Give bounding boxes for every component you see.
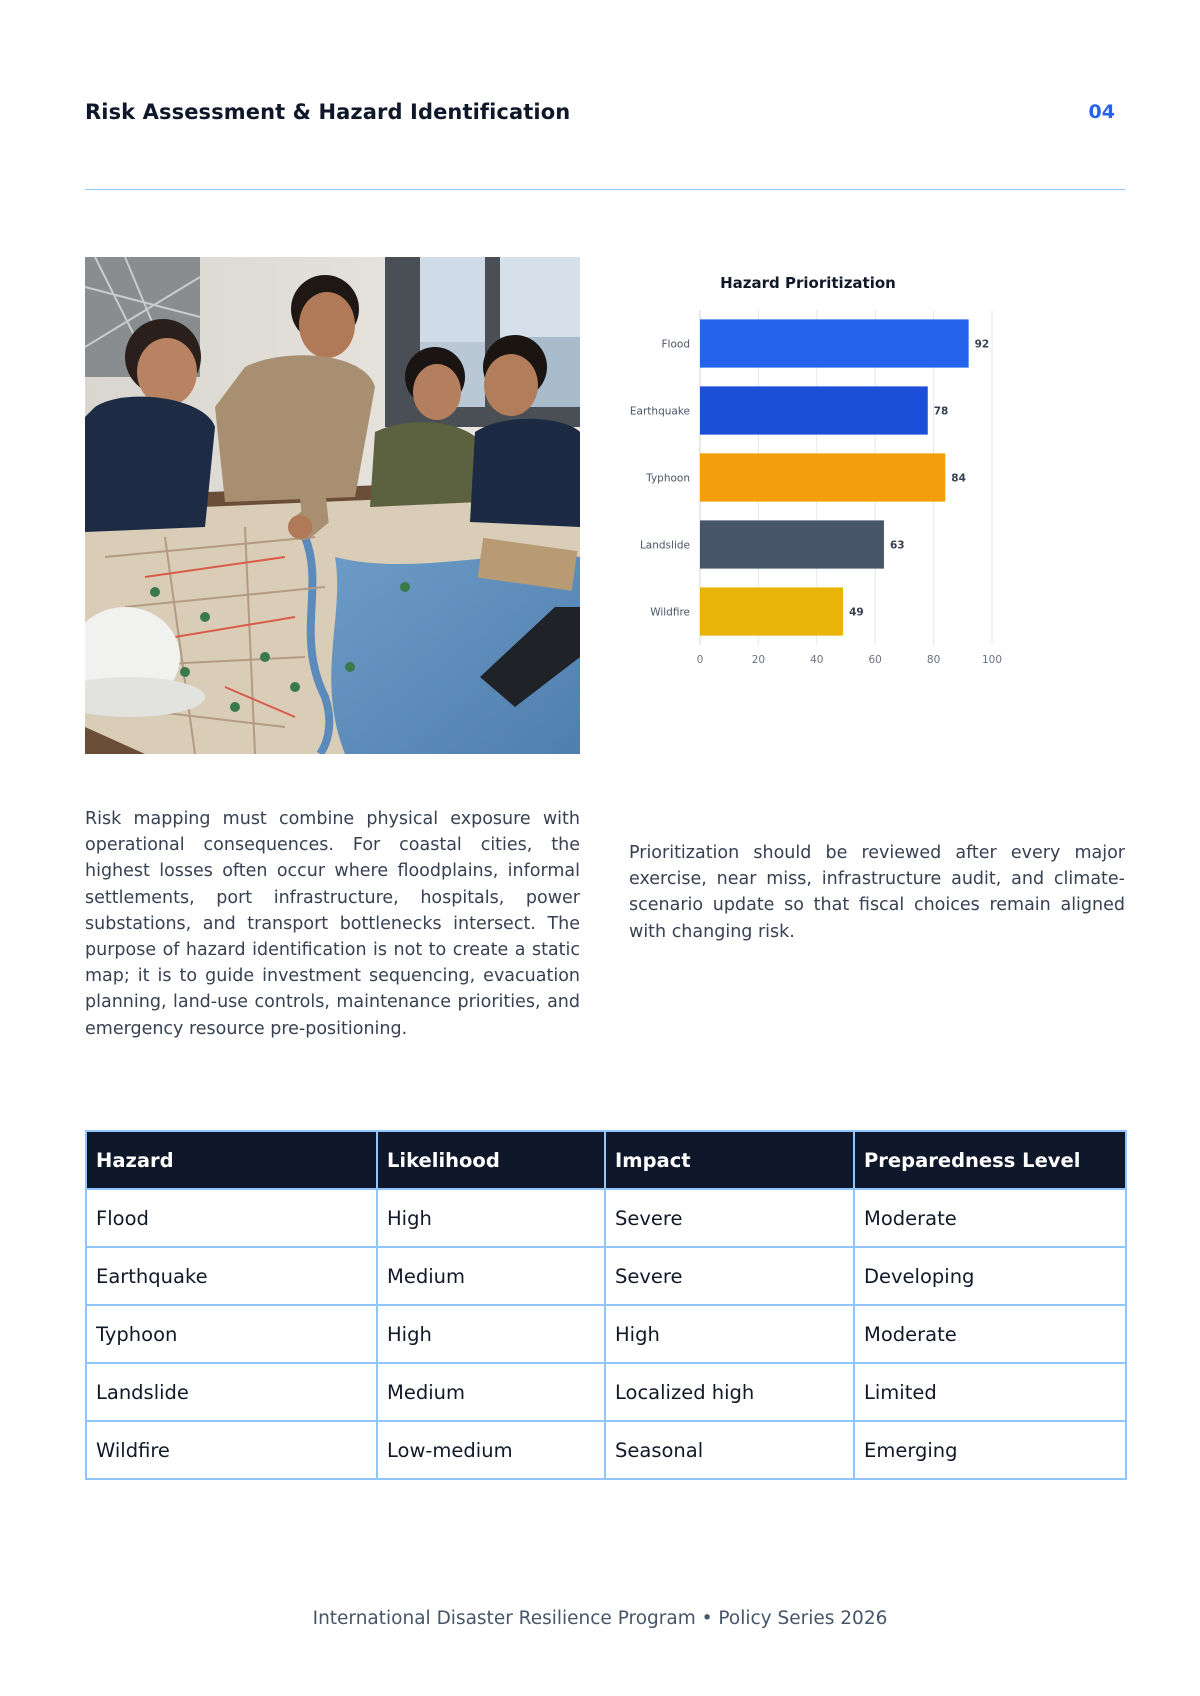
table-cell: Flood: [86, 1189, 377, 1247]
x-tick-label: 80: [926, 654, 941, 666]
table-row: [86, 1305, 1126, 1363]
category-label: Typhoon: [646, 472, 690, 485]
table-cell: Localized high: [605, 1363, 854, 1421]
table-cell: Limited: [854, 1363, 1126, 1421]
table-cell: Severe: [605, 1247, 854, 1305]
table-cell: Landslide: [86, 1363, 377, 1421]
bar-wildfire: [700, 587, 843, 635]
table-cell: Emerging: [854, 1421, 1126, 1479]
table-cell: Developing: [854, 1247, 1126, 1305]
x-tick-label: 60: [868, 654, 882, 666]
body-paragraph-left: Risk mapping must combine physical exposure with operational consequences. For coastal cities, the highest losses often occur where floodplains, informal settlements, port infrastructure, hospitals, power substations, and transport bottlenecks intersect. The purpose of hazard identification is not to create a static map; it is to guide investment sequencing, evacuation planning, land-use controls, maintenance priorities, and emergency resource pre-positioning.: [85, 809, 580, 1039]
x-tick-label: 100: [981, 654, 1003, 666]
column-header-likelihood: Likelihood: [377, 1131, 605, 1189]
table-cell: Low-medium: [377, 1421, 605, 1479]
table-cell: Medium: [377, 1247, 605, 1305]
table-header-row: [86, 1131, 1126, 1189]
data-label: 63: [889, 539, 905, 552]
table-row: [86, 1247, 1126, 1305]
column-header-preparedness: Preparedness Level: [854, 1131, 1126, 1189]
data-label: 84: [951, 472, 966, 485]
table-cell: Moderate: [854, 1305, 1126, 1363]
x-tick-label: 40: [810, 654, 824, 666]
table-cell: High: [377, 1189, 605, 1247]
table-cell: Wildfire: [86, 1421, 377, 1479]
category-label: Earthquake: [629, 405, 690, 418]
table-row: [86, 1421, 1126, 1479]
table-cell: Typhoon: [86, 1305, 377, 1363]
table-cell: Medium: [377, 1363, 605, 1421]
table-row: [86, 1363, 1126, 1421]
bar-flood: [700, 319, 969, 367]
data-label: 92: [974, 338, 990, 351]
table-cell: Earthquake: [86, 1247, 377, 1305]
data-label: 49: [849, 606, 864, 619]
data-label: 78: [933, 405, 949, 418]
page-number: 04: [1088, 101, 1115, 123]
category-label: Wildfire: [650, 606, 690, 619]
table-cell: Severe: [605, 1189, 854, 1247]
body-paragraph-right: Prioritization should be reviewed after every major exercise, near miss, infrastructure audit, and climate-scenario update so that fiscal choices remain aligned with changing risk.: [629, 843, 1125, 942]
table-row: [86, 1189, 1126, 1247]
hazard-bar-chart-svg: [620, 270, 1020, 670]
column-header-hazard: Hazard: [86, 1131, 377, 1189]
table-cell: Moderate: [854, 1189, 1126, 1247]
table-cell: High: [377, 1305, 605, 1363]
category-label: Flood: [661, 338, 690, 351]
bar-landslide: [700, 520, 884, 568]
team-planning-map-photo: [85, 257, 580, 754]
hazard-table: [85, 1130, 1127, 1480]
table-cell: High: [605, 1305, 854, 1363]
header-divider: [85, 189, 1125, 190]
table-cell: Seasonal: [605, 1421, 854, 1479]
category-label: Landslide: [639, 539, 690, 552]
chart-title: Hazard Prioritization: [720, 274, 896, 292]
hazard-prioritization-chart: [620, 270, 1020, 670]
page-title: Risk Assessment & Hazard Identification: [85, 100, 571, 124]
x-tick-label: 20: [751, 654, 766, 666]
x-tick-label: 0: [696, 654, 704, 666]
bar-earthquake: [700, 386, 928, 434]
column-header-impact: Impact: [605, 1131, 854, 1189]
bar-typhoon: [700, 453, 945, 501]
page-footer: International Disaster Resilience Program • Policy Series 2026: [312, 1608, 888, 1629]
